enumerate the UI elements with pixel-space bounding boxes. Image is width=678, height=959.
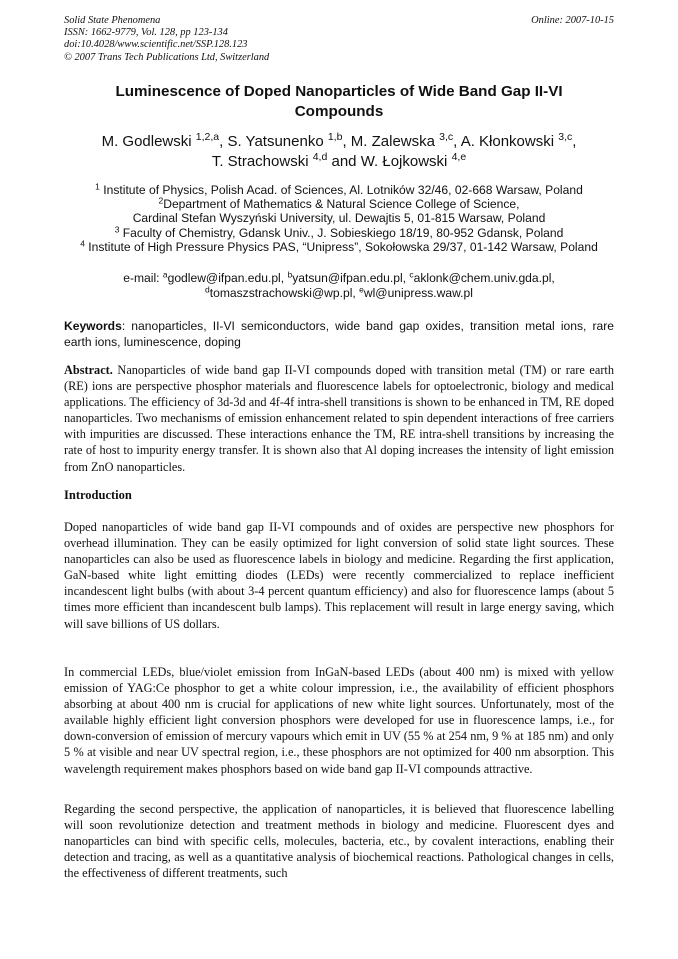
- affiliation-sup: 1: [95, 181, 100, 192]
- email-link-e[interactable]: wl@unipress.waw.pl: [363, 285, 473, 300]
- email-link-a[interactable]: godlew@ifpan.edu.pl,: [167, 271, 285, 285]
- author-sup: 4,d: [312, 151, 328, 164]
- online-date: Online: 2007-10-15: [531, 15, 614, 26]
- keywords-block: [64, 318, 614, 351]
- paper-title: [64, 82, 614, 122]
- journal-header: [64, 15, 269, 64]
- keywords-text: : nanoparticles, II-VI semiconductors, wide band gap oxides, transition metal ions, rare earth ions, luminescence, doping: [64, 319, 614, 350]
- abstract-label: Abstract.: [64, 363, 113, 377]
- author-name: A. Kłonkowski: [460, 133, 555, 150]
- email-sup-a: a: [162, 269, 168, 280]
- affiliation-line: [64, 240, 614, 254]
- email-link-b[interactable]: yatsun@ifpan.edu.pl,: [292, 271, 407, 285]
- email-sup-d: d: [205, 284, 210, 295]
- author-name: W. Łojkowski: [360, 153, 448, 170]
- affiliation-line: [64, 183, 614, 197]
- email-link-d[interactable]: tomaszstrachowski@wp.pl,: [209, 285, 356, 300]
- email-sup-b: b: [287, 269, 293, 280]
- email-link-c[interactable]: aklonk@chem.univ.gda.pl,: [413, 271, 555, 285]
- author-sup: 1,2,a: [195, 131, 220, 144]
- author-sup: 4,e: [451, 151, 467, 164]
- copyright-line: © 2007 Trans Tech Publications Ltd, Switzerland: [64, 51, 270, 63]
- author-name: T. Strachowski: [211, 153, 309, 170]
- body-paragraph: Doped nanoparticles of wide band gap II-VI compounds and of oxides are perspective new phosphors for overhead illumination. They can be easily optimized for light conversion of solid state light sources. These nanoparticles can also be used as fluorescence labels in biology and medicine. Regarding the first application, GaN-based white light emitting diodes (LEDs) were recently commercialized to replace inefficient incandescent light bulbs (with about 3-4 percent quantum efficiency) and also for fluorescence lamps (about 5 times more efficient than incandescent bulb lamps). This replacement will result in large energy saving, which will save billions of US dollars.: [64, 520, 614, 631]
- affiliation-sup: 4: [80, 238, 85, 249]
- author-list: [64, 132, 614, 172]
- affiliation-line: [64, 223, 614, 240]
- email-line-2: [64, 286, 614, 301]
- author-sup: 3,c: [439, 131, 454, 144]
- affiliation-list: [64, 183, 614, 254]
- affiliation-sup: 3: [114, 223, 120, 234]
- author-name: M. Godlewski: [101, 133, 192, 150]
- author-sup: 3,c: [558, 131, 573, 144]
- affiliation-text: Department of Mathematics & Natural Science College of Science,: [163, 197, 520, 212]
- affiliation-text: Faculty of Chemistry, Gdansk Univ., J. Sobieskiego 18/19, 80-952 Gdansk, Poland: [122, 225, 564, 240]
- journal-name: Solid State Phenomena: [64, 15, 161, 26]
- affiliation-text: Cardinal Stefan Wyszyński University, ul. Dewajtis 5, 01-815 Warsaw, Poland: [132, 211, 546, 226]
- title-line-1: Luminescence of Doped Nanoparticles of Wide Band Gap II-VI: [115, 83, 563, 100]
- affiliation-text: Institute of High Pressure Physics PAS, “Unipress”, Sokołowska 29/37, 01-142 Warsaw, Poland: [88, 239, 598, 254]
- email-sup-e: e: [359, 284, 364, 295]
- keywords-label: Keywords: [64, 319, 122, 333]
- email-label: e-mail:: [123, 271, 160, 285]
- email-line-1: [64, 271, 614, 286]
- affiliation-text: Institute of Physics, Polish Acad. of Sciences, Al. Lotników 32/46, 02-668 Warsaw, Poland: [103, 183, 583, 197]
- author-line-1: M. Godlewski $^{1,2,a}$, S. Yatsunenko $^{1,b}$, M. Zalewska $^{3,c}$, A. Kłonkowski $^{3,c}$,: [101, 131, 577, 150]
- affiliation-line: [64, 211, 614, 225]
- section-heading-introduction: Introduction: [64, 488, 132, 502]
- title-line-2: Compounds: [294, 103, 384, 120]
- body-paragraph: Regarding the second perspective, the application of nanoparticles, it is believed that fluorescence labelling will soon revolutionize detection and treatment methods in biology and medicine. Fluorescent dyes and nanoparticles can bind with specific cells, molecules, bacteria, etc., by covalent interactions, enabling their detection and tracing, as well as a quantitative analysis of biochemical reactions. Pathological changes in cells, the effectiveness of different treatments, such: [64, 802, 614, 881]
- author-sup: 1,b: [327, 131, 343, 144]
- body-paragraph: In commercial LEDs, blue/violet emission from InGaN-based LEDs (about 400 nm) is mixed with yellow emission of YAG:Ce phosphor to get a white colour impression, i.e., the availability of efficient phosphors absorbing at about 400 nm is crucial for applications of new white light sources. Unfortunately, most of the available highly efficient light conversion phosphors were developed for use in fluorescence lamps, i.e., for down-conversion of emission of mercury vapours which emit in UV (55 % at 254 nm, 9 % at 185 nm) and only 5 % at visible and near UV spectral region, i.e., these phosphors are not optimized for 400 nm absorption. This wavelength requirement makes phosphors based on wide band gap II-VI compounds attractive.: [64, 665, 614, 776]
- issn-line: ISSN: 1662-9779, Vol. 128, pp 123-134: [64, 27, 228, 39]
- doi-line: doi:10.4028/www.scientific.net/SSP.128.123: [64, 39, 248, 51]
- email-block: [64, 271, 614, 301]
- author-line-2: T. Strachowski $^{4,d}$ and W. Łojkowski $^{4,e}$: [211, 151, 467, 170]
- email-sup-c: c: [409, 269, 414, 280]
- affiliation-sup: 2: [158, 195, 164, 206]
- abstract-text: Nanoparticles of wide band gap II-VI compounds doped with transition metal (TM) or rare earth (RE) ions are perspective phosphor materials and fluorescence labels for optoelectronic, biology and medical applications. The efficiency of 3d-3d and 4f-4f intra-shell transitions is shown to be enhanced in TM, RE doped nanoparticles. Two mechanisms of emission enhancement related to spin dependent interactions of free carriers with impurities are discussed. These interactions enhance the TM, RE intra-shell transitions by increasing the rate of host to impurity energy transfer. It is shown also that Al doping increases the intensity of light emission from ZnO nanoparticles.: [64, 363, 614, 474]
- author-name: S. Yatsunenko: [227, 133, 324, 150]
- affiliation-line: [64, 197, 614, 211]
- abstract-block: [64, 362, 614, 475]
- author-name: M. Zalewska: [350, 133, 435, 150]
